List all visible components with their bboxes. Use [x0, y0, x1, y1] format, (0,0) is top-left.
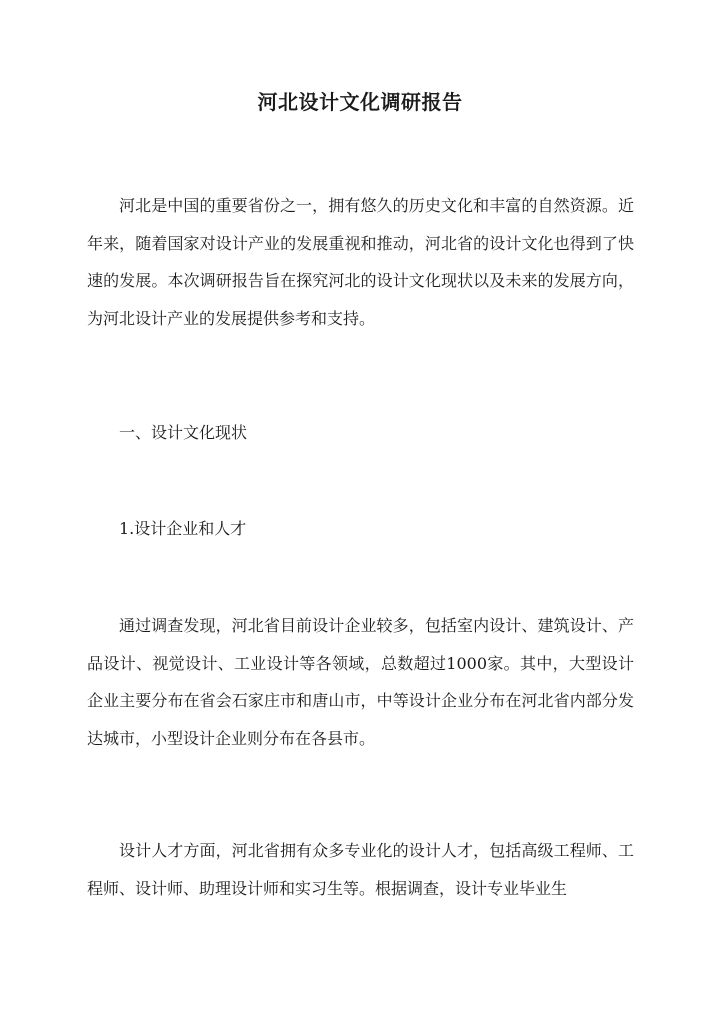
intro-paragraph: 河北是中国的重要省份之一，拥有悠久的历史文化和丰富的自然资源。近年来，随着国家对设计产业的发展重视和推动，河北省的设计文化也得到了快速的发展。本次调研报告旨在探究河北的设计文化现状以及未来的发展方向，为河北设计产业的发展提供参考和支持。: [87, 196, 634, 328]
enterprises-paragraph: 通过调查发现，河北省目前设计企业较多，包括室内设计、建筑设计、产品设计、视觉设计、工业设计等各领域，总数超过1000家。其中，大型设计企业主要分布在省会石家庄市和唐山市，中等设计企业分布在河北省内部分发达城市，小型设计企业则分布在各县市。: [87, 616, 634, 748]
subsection-heading: 1.设计企业和人才: [119, 519, 247, 538]
talent-paragraph: 设计人才方面，河北省拥有众多专业化的设计人才，包括高级工程师、工程师、设计师、助理设计师和实习生等。根据调查，设计专业毕业生: [87, 841, 634, 898]
document-title: 河北设计文化调研报告: [257, 90, 463, 114]
section-heading: 一、设计文化现状: [119, 423, 248, 442]
